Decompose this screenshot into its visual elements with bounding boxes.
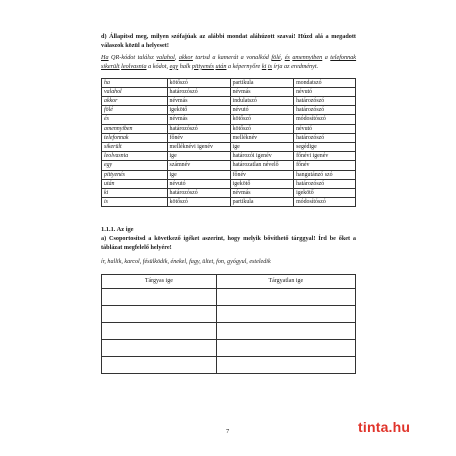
option-cell[interactable]: névmás	[230, 87, 293, 96]
sentence-text: tartsd a kamerát a vonalkód	[192, 54, 272, 62]
option-cell[interactable]: partikula	[230, 78, 293, 87]
option-cell[interactable]: határozószó	[294, 133, 356, 142]
sentence-text: a	[322, 54, 331, 62]
table-row	[102, 115, 356, 124]
page-number: 7	[226, 428, 230, 435]
answer-cell[interactable]	[216, 356, 355, 373]
table-row	[102, 96, 356, 105]
underlined-word: telefonnak	[330, 54, 357, 62]
task-d-label: d)	[101, 33, 107, 40]
example-sentence	[101, 54, 356, 71]
option-cell[interactable]: igekötő	[294, 189, 356, 198]
sentence-text: QR-kódot	[111, 54, 136, 62]
underlined-word: Ha	[101, 54, 109, 62]
option-cell[interactable]: mondatszó	[294, 78, 356, 87]
option-cell[interactable]: névmás	[167, 115, 230, 124]
table-row	[102, 78, 356, 87]
word-cell: valahol	[102, 87, 168, 96]
option-cell[interactable]: névutó	[294, 124, 356, 133]
option-cell[interactable]: ige	[230, 142, 293, 151]
word-cell: ki	[102, 189, 168, 198]
option-cell[interactable]: névutó	[230, 106, 293, 115]
task-d-instruction	[101, 33, 356, 50]
section-title: Az ige	[116, 226, 134, 234]
option-cell[interactable]: melléknév	[230, 133, 293, 142]
word-cell: sikerült	[102, 142, 168, 151]
word-cell: fölé	[102, 106, 168, 115]
word-class-table	[101, 78, 356, 208]
underlined-word: után	[215, 62, 227, 70]
option-cell[interactable]: határozatlan névelő	[230, 161, 293, 170]
option-cell[interactable]: melléknévi igenév	[167, 142, 230, 151]
option-cell[interactable]: főnév	[294, 161, 356, 170]
option-cell[interactable]: főnévi igenév	[294, 152, 356, 161]
word-cell: és	[102, 115, 168, 124]
option-cell[interactable]: módosítószó	[294, 198, 356, 207]
option-cell[interactable]: kötőszó	[230, 124, 293, 133]
sentence-text: találsz	[137, 54, 154, 62]
word-cell: pittyenés	[102, 170, 168, 179]
option-cell[interactable]: indulatszó	[230, 96, 293, 105]
underlined-word: sikerült	[101, 62, 120, 70]
tinta-logo[interactable]: tinta.hu	[358, 419, 411, 435]
task-a-instruction	[101, 235, 356, 252]
option-cell[interactable]: főnév	[230, 170, 293, 179]
answer-cell[interactable]	[216, 339, 355, 356]
option-cell[interactable]: segédige	[294, 142, 356, 151]
header-intransitive: Tárgyatlan ige	[216, 274, 355, 288]
option-cell[interactable]: módosítószó	[294, 115, 356, 124]
option-cell[interactable]: kötőszó	[230, 115, 293, 124]
table-row	[102, 288, 356, 305]
table-row	[102, 133, 356, 142]
option-cell[interactable]: számnév	[167, 161, 230, 170]
option-cell[interactable]: határozószó	[294, 96, 356, 105]
table-row	[102, 124, 356, 133]
table-row	[102, 170, 356, 179]
task-a-label: a)	[101, 235, 107, 243]
option-cell[interactable]: határozószó	[294, 106, 356, 115]
table-row	[102, 87, 356, 96]
option-cell[interactable]: névmás	[167, 96, 230, 105]
verbs-list: ír, hallik, karcol, fésülködik, énekel, fagy, ültet, fon, gyógyul, esteledik	[101, 258, 271, 265]
answer-cell[interactable]	[102, 356, 217, 373]
underlined-word: és	[284, 54, 290, 62]
underlined-word: akkor	[178, 54, 193, 62]
table-row	[102, 322, 356, 339]
underlined-word: ki	[261, 62, 267, 70]
section-heading	[101, 226, 356, 233]
sentence-text: írja az eredményt.	[271, 62, 319, 70]
option-cell[interactable]: kötőszó	[167, 198, 230, 207]
table-row	[102, 198, 356, 207]
word-cell: leolvasnia	[102, 152, 168, 161]
answer-cell[interactable]	[102, 322, 217, 339]
table-row	[102, 339, 356, 356]
answer-cell[interactable]	[216, 288, 355, 305]
option-cell[interactable]: ige	[167, 170, 230, 179]
word-cell: után	[102, 179, 168, 188]
underlined-word: fölé	[271, 54, 281, 62]
option-cell[interactable]: hangutánzó szó	[294, 170, 356, 179]
option-cell[interactable]: névutó	[294, 87, 356, 96]
header-transitive: Tárgyas ige	[102, 274, 217, 288]
option-cell[interactable]: névutó	[167, 179, 230, 188]
underlined-word: amennyiben	[292, 54, 323, 62]
verb-sort-table	[101, 274, 356, 374]
section-number: 1.1.1.	[101, 226, 116, 234]
answer-cell[interactable]	[216, 322, 355, 339]
word-cell: egy	[102, 161, 168, 170]
table-row	[102, 142, 356, 151]
sentence-text: ,	[280, 54, 285, 62]
option-cell[interactable]: határozószó	[167, 124, 230, 133]
table-row	[102, 305, 356, 322]
underlined-word: valahol	[156, 54, 175, 62]
answer-cell[interactable]	[102, 339, 217, 356]
option-cell[interactable]: ige	[167, 152, 230, 161]
sentence-text: a képernyőre	[226, 62, 262, 70]
option-cell[interactable]: határozószó	[294, 179, 356, 188]
underlined-word: is	[267, 62, 272, 70]
table-row	[102, 189, 356, 198]
option-cell[interactable]: partikula	[230, 198, 293, 207]
word-cell: telefonnak	[102, 133, 168, 142]
answer-cell[interactable]	[216, 305, 355, 322]
option-cell[interactable]: határozói igenév	[230, 152, 293, 161]
table-row	[102, 161, 356, 170]
option-cell[interactable]: névmás	[230, 189, 293, 198]
table-row	[102, 106, 356, 115]
sentence-text: ,	[174, 54, 179, 62]
word-cell: akkor	[102, 96, 168, 105]
word-cell: amennyiben	[102, 124, 168, 133]
underlined-word: egy	[169, 62, 179, 70]
answer-cell[interactable]	[102, 288, 217, 305]
option-cell[interactable]: igekötő	[167, 106, 230, 115]
task-d-text: Állapítsd meg, milyen szófajúak az alábbi mondat aláhúzott szavai! Húzd alá a megadott válaszok közül a helyeset!	[101, 33, 356, 49]
table-row	[102, 179, 356, 188]
underlined-word: leolvasnia	[121, 62, 147, 70]
word-cell: ha	[102, 78, 168, 87]
table-row	[102, 356, 356, 373]
page-content	[101, 33, 356, 374]
option-cell[interactable]: főnév	[167, 133, 230, 142]
option-cell[interactable]: igekötő	[230, 179, 293, 188]
table-row	[102, 152, 356, 161]
sentence-text: a kódot,	[146, 62, 170, 70]
sentence-text: halk	[178, 62, 192, 70]
underlined-word: pittyenés	[191, 62, 214, 70]
option-cell[interactable]: határozószó	[167, 87, 230, 96]
answer-cell[interactable]	[102, 305, 217, 322]
option-cell[interactable]: kötőszó	[167, 78, 230, 87]
word-cell: is	[102, 198, 168, 207]
task-a-text: Csoportosítsd a következő igéket aszerint, hogy melyik bővíthető tárggyal! Írd be őket a táblázat megfelelő helyére!	[101, 235, 356, 251]
option-cell[interactable]: határozószó	[167, 189, 230, 198]
